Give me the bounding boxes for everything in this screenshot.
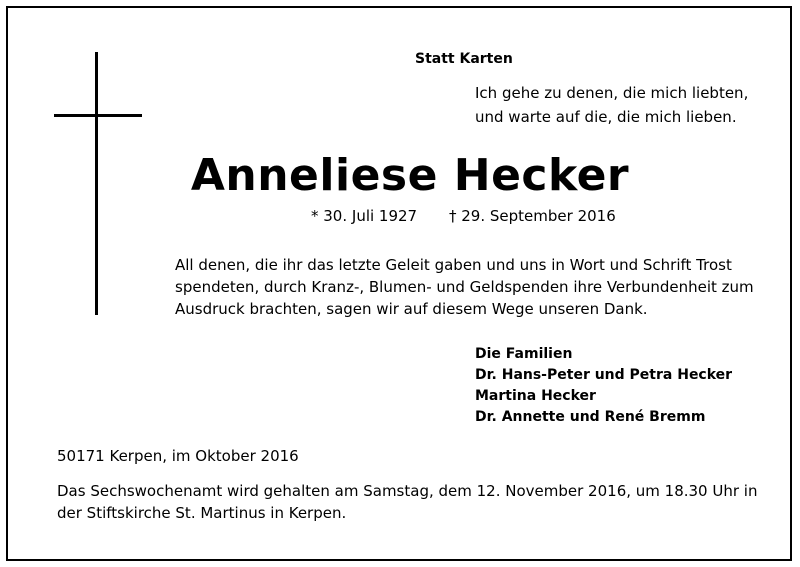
mass-line: der Stiftskirche St. Martinus in Kerpen. <box>57 504 347 522</box>
place-date: 50171 Kerpen, im Oktober 2016 <box>57 447 299 465</box>
birth-date: * 30. Juli 1927 <box>311 207 418 225</box>
family-line: Martina Hecker <box>475 388 596 404</box>
family-line: Dr. Annette und René Bremm <box>475 409 706 425</box>
verse <box>475 81 748 129</box>
mass-line: Das Sechswochenamt wird gehalten am Samstag, dem 12. November 2016, um 18.30 Uhr in <box>57 482 758 500</box>
thanks-line: Ausdruck brachten, sagen wir auf diesem Wege unseren Dank. <box>175 300 648 318</box>
thanks-line: spendeten, durch Kranz-, Blumen- und Geldspenden ihre Verbundenheit zum <box>175 278 754 296</box>
header-statt-karten: Statt Karten <box>415 51 513 67</box>
thanks-text <box>175 254 754 320</box>
mass-announcement <box>57 480 757 524</box>
family-line: Dr. Hans-Peter und Petra Hecker <box>475 367 733 383</box>
family-line: Die Familien <box>475 346 573 362</box>
verse-line: Ich gehe zu denen, die mich liebten, <box>475 84 749 102</box>
family-signature <box>475 344 732 428</box>
death-date: † 29. September 2016 <box>449 207 616 225</box>
thanks-line: All denen, die ihr das letzte Geleit gaben und uns in Wort und Schrift Trost <box>175 256 732 274</box>
verse-line: und warte auf die, die mich lieben. <box>475 108 737 126</box>
deceased-name: Anneliese Hecker <box>190 150 630 201</box>
